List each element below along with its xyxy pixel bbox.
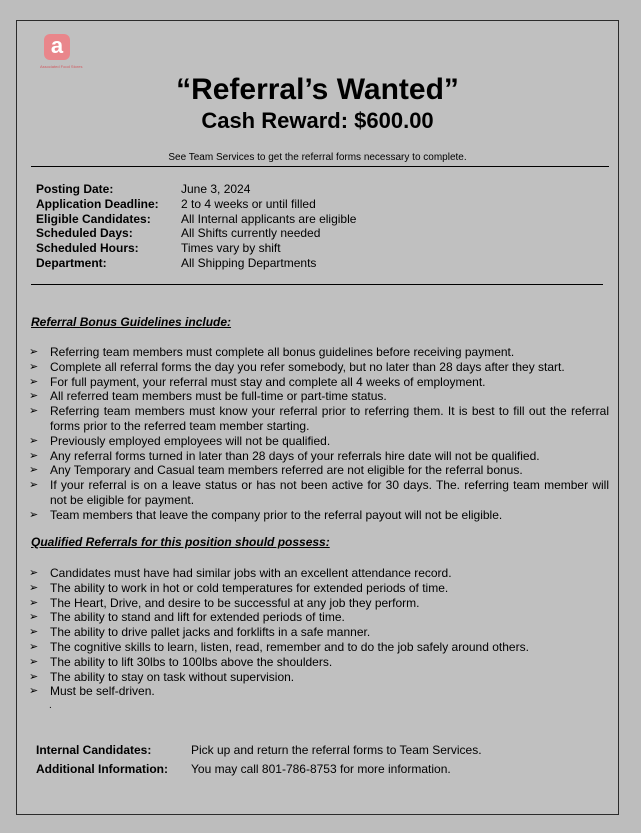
detail-value: All Internal applicants are eligible (181, 211, 357, 226)
detail-row (36, 197, 356, 212)
footer-label: Internal Candidates: (36, 743, 152, 757)
detail-value: 2 to 4 weeks or until filled (181, 196, 316, 211)
footer-value: You may call 801-786-8753 for more information. (191, 762, 451, 776)
arrow-bullet-icon: ➢ (29, 640, 39, 653)
arrow-bullet-icon: ➢ (29, 685, 39, 698)
list-item (29, 610, 609, 625)
detail-label: Scheduled Days: (36, 226, 133, 241)
detail-value: Times vary by shift (181, 241, 281, 256)
list-item-text: Complete all referral forms the day you refer somebody, but no later than 28 days after they start. (50, 359, 565, 374)
arrow-bullet-icon: ➢ (29, 434, 39, 447)
detail-value: All Shifts currently needed (181, 226, 321, 241)
arrow-bullet-icon: ➢ (29, 360, 39, 373)
list-item (29, 449, 609, 464)
arrow-bullet-icon: ➢ (29, 611, 39, 624)
list-item (29, 625, 609, 640)
footer-row (36, 741, 482, 760)
list-item-text: The cognitive skills to learn, listen, read, remember and to do the job safely around others. (50, 639, 529, 654)
arrow-bullet-icon: ➢ (29, 670, 39, 683)
arrow-bullet-icon: ➢ (29, 346, 39, 358)
qualifications-list (29, 566, 609, 699)
list-item-text: Any referral forms turned in later than 28 days of your referrals hire date will not be qualified. (50, 448, 540, 463)
list-item (29, 434, 609, 449)
list-item (29, 640, 609, 655)
list-item (29, 478, 609, 508)
list-item-text: The Heart, Drive, and desire to be successful at any job they perform. (50, 595, 420, 610)
list-item (29, 345, 609, 360)
divider-top (31, 166, 609, 167)
list-item-text: Team members that leave the company prior to the referral payout will not be eligible. (50, 507, 503, 522)
arrow-bullet-icon: ➢ (29, 479, 39, 492)
footer-value: Pick up and return the referral forms to Team Services. (191, 743, 482, 757)
arrow-bullet-icon: ➢ (29, 596, 39, 609)
detail-label: Department: (36, 255, 107, 270)
list-item-text: The ability to lift 30lbs to 100lbs above the shoulders. (50, 654, 333, 669)
detail-label: Scheduled Hours: (36, 241, 139, 256)
guidelines-heading: Referral Bonus Guidelines include: (31, 315, 232, 329)
list-item-text: The ability to stand and lift for extended periods of time. (50, 610, 345, 625)
footer-info (36, 741, 482, 779)
list-item (29, 508, 609, 523)
list-item-text: Must be self-driven. (50, 684, 155, 699)
detail-row (36, 256, 356, 271)
list-item (29, 596, 609, 611)
arrow-bullet-icon: ➢ (29, 405, 39, 418)
company-logo (40, 34, 82, 74)
list-item-text: All referred team members must be full-time or part-time status. (50, 389, 387, 404)
list-item-text: The ability to stay on task without supervision. (50, 669, 295, 684)
guidelines-list (29, 345, 609, 523)
list-item (29, 684, 609, 699)
arrow-bullet-icon: ➢ (29, 626, 39, 639)
logo-badge-icon: a (44, 34, 70, 60)
list-item (29, 360, 609, 375)
list-item (29, 581, 609, 596)
list-item (29, 655, 609, 670)
list-item (29, 463, 609, 478)
trailing-dot: . (49, 700, 52, 711)
list-item (29, 389, 609, 404)
footer-row (36, 760, 482, 779)
list-item-text: Candidates must have had similar jobs with an excellent attendance record. (50, 566, 452, 580)
arrow-bullet-icon: ➢ (29, 655, 39, 668)
detail-label: Application Deadline: (36, 196, 159, 211)
arrow-bullet-icon: ➢ (29, 567, 39, 579)
qualifications-heading: Qualified Referrals for this position should possess: (31, 535, 330, 549)
list-item-text: The ability to work in hot or cold temperatures for extended periods of time. (50, 580, 449, 595)
list-item (29, 404, 609, 434)
instruction-note: See Team Services to get the referral forms necessary to complete. (168, 152, 467, 163)
list-item (29, 670, 609, 685)
arrow-bullet-icon: ➢ (29, 508, 39, 521)
arrow-bullet-icon: ➢ (29, 375, 39, 388)
detail-row (36, 226, 356, 241)
list-item (29, 375, 609, 390)
list-item-text: Any Temporary and Casual team members referred are not eligible for the referral bonus. (50, 463, 523, 478)
detail-label: Posting Date: (36, 182, 114, 196)
list-item-text: Referring team members must know your referral prior to referring them. It is best to fill out the referral forms prior to the referred team member starting. (50, 404, 609, 433)
list-item-text: The ability to drive pallet jacks and forklifts in a safe manner. (50, 625, 371, 640)
arrow-bullet-icon: ➢ (29, 390, 39, 403)
document-page (16, 20, 619, 815)
detail-label: Eligible Candidates: (36, 211, 151, 226)
detail-row (36, 241, 356, 256)
posting-details (36, 182, 356, 271)
detail-value: All Shipping Departments (181, 255, 317, 270)
page-title: “Referral’s Wanted” (176, 73, 459, 106)
logo-tagline: Associated Food Stores (40, 64, 83, 69)
detail-row (36, 212, 356, 227)
list-item-text: If your referral is on a leave status or has not been active for 30 days. The. referring team member will not be eligible for payment. (50, 478, 609, 507)
divider-middle (31, 284, 603, 285)
arrow-bullet-icon: ➢ (29, 581, 39, 594)
arrow-bullet-icon: ➢ (29, 449, 39, 462)
page-subtitle: Cash Reward: $600.00 (201, 108, 434, 133)
detail-value: June 3, 2024 (181, 182, 251, 196)
detail-row (36, 182, 356, 197)
list-item (29, 566, 609, 581)
footer-label: Additional Information: (36, 762, 168, 776)
list-item-text: Referring team members must complete all bonus guidelines before receiving payment. (50, 345, 515, 359)
list-item-text: For full payment, your referral must stay and complete all 4 weeks of employment. (50, 374, 486, 389)
arrow-bullet-icon: ➢ (29, 464, 39, 477)
list-item-text: Previously employed employees will not be qualified. (50, 433, 331, 448)
